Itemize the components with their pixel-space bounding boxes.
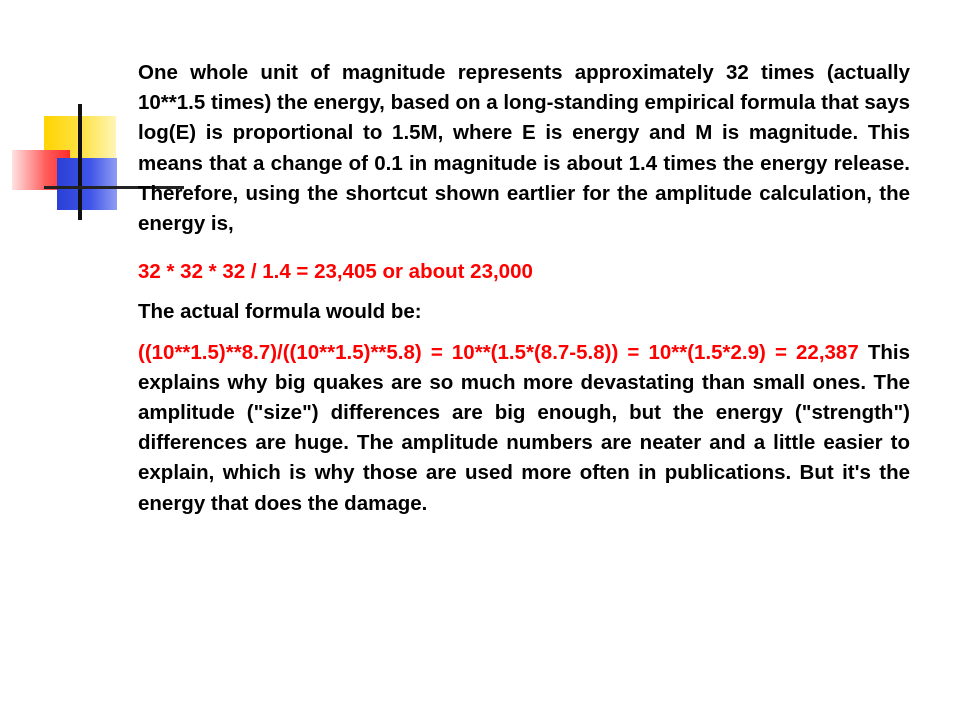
explanation-text: This explains why big quakes are so much more devastating than small ones. The amplitude ("size") differences are big enough, but the energy ("strength") differences are huge. The amplitude numbers are neater and a little easier to explain, which is why those are used more often in publications. But it's the energy that does the damage. — [138, 340, 910, 515]
energy-paragraph: One whole unit of magnitude represents approximately 32 times (actually 10**1.5 times) the energy, based on a long-standing empirical formula that says log(E) is proportional to 1.5M, where E is energy and M is magnitude. This means that a change of 0.1 in magnitude is about 1.4 times the energy release. Therefore, using the shortcut shown eartlier for the amplitude calculation, the energy is, — [138, 61, 911, 236]
actual-formula: ((10**1.5)**8.7)/((10**1.5)**5.8) = 10**(1.5*(8.7-5.8)) = 10**(1.5*2.9) = 22,387 — [138, 340, 859, 364]
decor-vertical-line — [78, 104, 82, 220]
formula-intro: The actual formula would be: — [138, 300, 422, 324]
decor-blue-block — [57, 158, 117, 210]
formula-paragraph — [138, 338, 910, 519]
energy-calculation: 32 * 32 * 32 / 1.4 = 23,405 or about 23,000 — [138, 260, 533, 284]
slide-content — [138, 58, 910, 519]
